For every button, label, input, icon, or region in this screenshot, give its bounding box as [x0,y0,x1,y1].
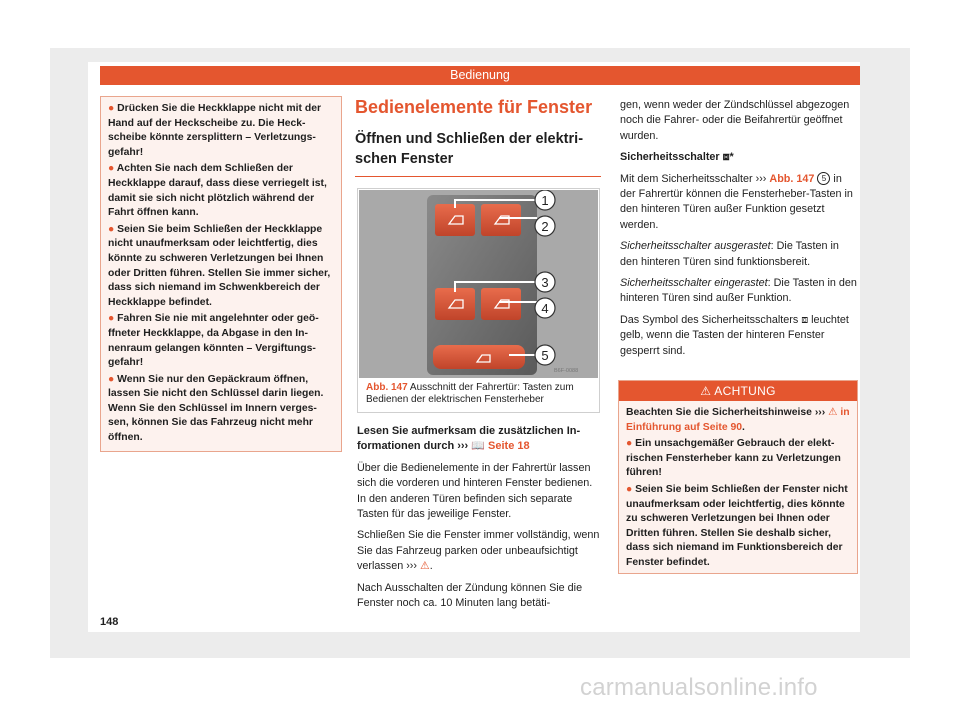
warning-triangle-icon: ⚠ [420,560,430,573]
switch-front-right [481,204,521,236]
page-number: 148 [100,616,119,628]
svg-text:2: 2 [541,219,549,234]
warning-item: ● Drücken Sie die Heckklappe nicht mit der Hand auf der Heckscheibe zu. Die Heckscheibe könnte zersplittern – Verletzungsgefahr! [108,103,322,158]
svg-text:1: 1 [541,193,549,208]
figure-label: Abb. 147 [366,382,408,393]
bullet-icon: ● [626,438,636,450]
paragraph: Sicherheitsschalter eingerastet: Die Tasten in den hinteren Türen sind außer Funktion. [620,277,857,305]
info-heading: Lesen Sie aufmerksam die zusätzlichen Informationen durch ››› 📖 Seite 18 [357,425,581,453]
warning-item: ● Seien Sie beim Schließen der Heckklappe nicht unaufmerksam oder leichtfertig, dies könnte zu schweren Verletzungen bei Ihnen oder Dritten führen. Stellen Sie immer sicher, dass sich niemand im Schwenkbereich der Heckklappe befindet. [108,223,331,308]
paragraph: Schließen Sie die Fenster immer vollständig, wenn Sie das Fahrzeug parken oder unbeaufsichtigt verlassen ››› ⚠. [357,529,600,573]
window-switch-illustration [359,190,598,378]
svg-text:5: 5 [541,348,549,363]
window-lock-icon: ⧈ [801,313,809,326]
column-2-text [357,424,603,617]
section-title: Bedienelemente für Fenster [355,97,593,117]
warning-item: ● Fahren Sie nie mit angelehnter oder geöffneter Heckklappe, da Abgase in den Innenraum gelangen könnten – Vergiftungsgefahr! [108,313,319,369]
achtung-warning-box [618,380,858,574]
safety-switch [433,345,525,369]
warning-item: ● Wenn Sie nur den Gepäckraum öffnen, lassen Sie nicht den Schlüssel darin liegen. Wenn Sie den Schlüssel im Innern vergessen, können Sie das Fahrzeug nicht mehr öffnen. [108,373,324,444]
bullet-icon: ● [108,223,118,235]
bullet-icon: ● [108,163,117,175]
safety-switch-heading: Sicherheitsschalter ⧈* [620,151,734,164]
switch-rear-left [435,288,475,320]
warning-triangle-icon: ⚠ [700,384,712,398]
warning-box-left [100,96,342,452]
section-heading-block [355,96,601,177]
figure-caption-text: Ausschnitt der Fahrertür: Tasten zum Bedienen der elektrischen Fensterheber [366,382,574,405]
achtung-item: ● Ein unsachgemäßer Gebrauch der elektrischen Fensterheber kann zu Verletzungen führen! [626,438,841,479]
window-lock-icon: ⧈ [722,151,730,164]
figure-code: B6F-0088 [554,368,579,374]
achtung-header: ⚠ ACHTUNG [619,381,857,401]
achtung-item: ● Seien Sie beim Schließen der Fenster nicht unaufmerksam oder leichtfertig, dies könnte zu schweren Verletzungen bei Ihnen oder Dritten führen. Stellen Sie deshalb sicher, dass sich niemand im Funktionsbereich der Fenster befindet. [626,483,848,568]
watermark: carmanualsonline.info [580,674,818,701]
warning-triangle-icon: ⚠ [828,407,838,418]
paragraph: Das Symbol des Sicherheitsschalters ⧈ leuchtet gelb, wenn die Tasten der hinteren Fenster gesperrt sind. [620,313,849,357]
bullet-icon: ● [626,483,636,495]
switch-rear-right [481,288,521,320]
book-icon: 📖 [471,440,485,453]
achtung-body [619,401,857,578]
callout-number: 5 [817,172,830,185]
paragraph: Über die Bedienelemente in der Fahrertür lassen sich die vorderen und hinteren Fenster bedienen. In den anderen Türen befinden sich separate Tasten für das jeweilige Fenster. [357,461,593,521]
achtung-link[interactable]: in Einführung auf Seite 90 [626,407,850,433]
achtung-intro: Beachten Sie die Sicherheitshinweise ››› ⚠ in Einführung auf Seite 90. [626,407,850,433]
figure-reference-link[interactable]: Abb. 147 [769,172,815,185]
page-link[interactable]: Seite 18 [488,440,530,453]
warning-item: ● Achten Sie nach dem Schließen der Heckklappe darauf, dass diese verriegelt ist, damit sie sich nicht plötzlich während der Fahrt öffnen kann. [108,163,327,219]
paragraph: Mit dem Sicherheitsschalter ››› Abb. 147 5 in der Fahrertür können die Fensterheber-Tasten in den hinteren Türen außer Funktion gesetzt werden. [620,172,853,231]
section-header: Bedienung [100,66,860,85]
bullet-icon: ● [108,313,118,325]
svg-text:4: 4 [541,301,549,316]
column-3-text [620,98,858,365]
figure-caption [366,382,594,406]
bullet-icon: ● [108,373,118,385]
svg-text:3: 3 [541,275,549,290]
bullet-icon: ● [108,103,118,114]
switch-front-left [435,204,475,236]
paragraph: Sicherheitsschalter ausgerastet: Die Tasten in den hinteren Türen sind funktionsbereit. [620,240,839,268]
section-subtitle: Öffnen und Schließen der elektrischen Fenster [355,129,601,177]
paragraph: Nach Ausschalten der Zündung können Sie die Fenster noch ca. 10 Minuten lang betäti- [357,581,583,610]
paragraph: gen, wenn weder der Zündschlüssel abgezogen noch die Fahrer- oder die Beifahrertür geöffnet wurden. [620,99,850,142]
window-switch-image [359,190,598,378]
